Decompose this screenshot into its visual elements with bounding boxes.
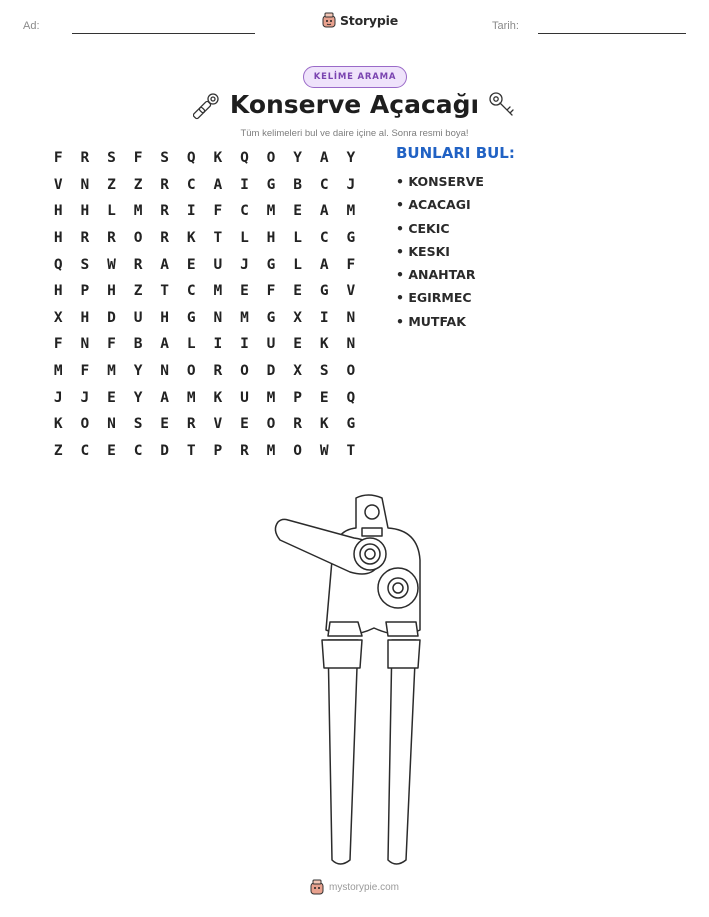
grid-cell[interactable]: R [240, 442, 249, 459]
grid-cell[interactable]: Q [240, 150, 249, 167]
grid-cell[interactable]: E [319, 389, 329, 406]
logo-text: Storypie [340, 12, 398, 28]
grid-cell[interactable]: E [160, 416, 170, 433]
grid-cell[interactable]: W [107, 256, 116, 273]
grid-cell[interactable]: E [293, 203, 302, 220]
grid-cell[interactable]: K [319, 336, 329, 353]
grid-cell[interactable]: L [293, 230, 302, 247]
grid-cell[interactable]: P [293, 389, 302, 406]
grid-cell[interactable]: M [186, 389, 196, 406]
grid-cell[interactable]: E [293, 336, 302, 353]
word-search-grid [45, 145, 364, 464]
grid-cell[interactable]: T [346, 442, 356, 459]
grid-cell[interactable]: K [213, 150, 223, 167]
grid-cell[interactable]: V [213, 416, 223, 433]
grid-cell[interactable]: R [213, 363, 223, 380]
page-title: Konserve Açacağı [229, 90, 480, 119]
grid-cell[interactable]: S [319, 363, 329, 380]
grid-cell[interactable]: Y [293, 150, 302, 167]
grid-cell[interactable]: N [80, 336, 90, 353]
grid-cell[interactable]: B [293, 176, 302, 193]
grid-cell[interactable]: O [133, 230, 143, 247]
grid-cell[interactable]: H [53, 283, 63, 300]
grid-cell[interactable]: Y [346, 150, 356, 167]
grid-cell[interactable]: I [240, 176, 249, 193]
grid-cell[interactable]: F [80, 363, 90, 380]
can-opener-illustration[interactable] [270, 490, 440, 870]
category-badge: KELİME ARAMA [303, 66, 407, 88]
grid-cell[interactable]: V [346, 283, 356, 300]
grid-cell[interactable]: M [266, 442, 276, 459]
grid-cell[interactable]: E [240, 416, 249, 433]
grid-cell[interactable]: O [266, 150, 276, 167]
instructions: Tüm kelimeleri bul ve daire içine al. Sonra resmi boya! [240, 128, 469, 139]
grid-cell[interactable]: Y [133, 363, 143, 380]
grid-cell[interactable]: J [53, 389, 63, 406]
grid-cell[interactable]: C [319, 176, 329, 193]
grid-cell[interactable]: R [160, 176, 170, 193]
grid-cell[interactable]: H [53, 203, 63, 220]
grid-cell[interactable]: H [80, 203, 90, 220]
grid-cell[interactable]: L [107, 203, 116, 220]
grid-cell[interactable]: M [266, 389, 276, 406]
grid-cell[interactable]: H [80, 309, 90, 326]
word-item: • ANAHTAR [396, 267, 476, 283]
grid-cell[interactable]: A [160, 336, 170, 353]
grid-cell[interactable]: A [319, 150, 329, 167]
grid-cell[interactable]: A [319, 203, 329, 220]
grid-cell[interactable]: A [160, 389, 170, 406]
storypie-logo-icon [322, 12, 336, 28]
footer-url[interactable]: mystorypie.com [328, 881, 399, 893]
storypie-logo [322, 12, 398, 28]
grid-cell[interactable]: R [160, 230, 170, 247]
footer [0, 879, 709, 895]
grid-cell[interactable]: G [346, 230, 356, 247]
grid-cell[interactable]: N [107, 416, 116, 433]
grid-cell[interactable]: F [107, 336, 116, 353]
grid-cell[interactable]: J [240, 256, 249, 273]
grid-cell[interactable]: D [160, 442, 170, 459]
grid-cell[interactable]: E [293, 283, 302, 300]
grid-cell[interactable]: A [319, 256, 329, 273]
grid-cell[interactable]: J [346, 176, 356, 193]
grid-cell[interactable]: Q [53, 256, 63, 273]
grid-cell[interactable]: K [319, 416, 329, 433]
grid-cell[interactable]: M [266, 203, 276, 220]
grid-cell[interactable]: N [346, 309, 356, 326]
grid-cell[interactable]: O [186, 363, 196, 380]
grid-cell[interactable]: I [186, 203, 196, 220]
grid-cell[interactable]: N [213, 309, 223, 326]
grid-cell[interactable]: X [293, 309, 302, 326]
grid-cell[interactable]: B [133, 336, 143, 353]
grid-cell[interactable]: E [186, 256, 196, 273]
grid-cell[interactable]: T [160, 283, 170, 300]
grid-cell[interactable]: L [186, 336, 196, 353]
grid-cell[interactable]: N [80, 176, 90, 193]
grid-cell[interactable]: E [107, 389, 116, 406]
grid-cell[interactable]: O [293, 442, 302, 459]
grid-cell[interactable]: G [319, 283, 329, 300]
grid-cell[interactable]: H [160, 309, 170, 326]
grid-cell[interactable]: R [80, 230, 90, 247]
grid-cell[interactable]: C [80, 442, 90, 459]
grid-cell[interactable]: O [266, 416, 276, 433]
name-line[interactable] [72, 33, 255, 34]
word-list-title: BUNLARI BUL: [396, 144, 515, 162]
grid-cell[interactable]: I [213, 336, 223, 353]
grid-cell[interactable]: M [240, 309, 249, 326]
grid-cell[interactable]: I [319, 309, 329, 326]
grid-cell[interactable]: M [53, 363, 63, 380]
grid-cell[interactable]: P [213, 442, 223, 459]
grid-cell[interactable]: Z [133, 176, 143, 193]
grid-cell[interactable]: R [133, 256, 143, 273]
grid-cell[interactable]: D [266, 363, 276, 380]
grid-cell[interactable]: H [107, 283, 116, 300]
grid-cell[interactable]: C [240, 203, 249, 220]
grid-cell[interactable]: M [133, 203, 143, 220]
grid-cell[interactable]: C [319, 230, 329, 247]
grid-cell[interactable]: E [107, 442, 116, 459]
word-item: • ACACAGI [396, 197, 471, 213]
grid-cell[interactable]: G [266, 309, 276, 326]
grid-cell[interactable]: N [160, 363, 170, 380]
grid-cell[interactable]: Y [133, 389, 143, 406]
grid-cell[interactable]: R [107, 230, 116, 247]
grid-cell[interactable]: M [107, 363, 116, 380]
grid-cell[interactable]: T [186, 442, 196, 459]
grid-cell[interactable]: R [80, 150, 90, 167]
grid-cell[interactable]: U [133, 309, 143, 326]
grid-cell[interactable]: W [319, 442, 329, 459]
grid-cell[interactable]: R [186, 416, 196, 433]
grid-cell[interactable]: F [346, 256, 356, 273]
grid-cell[interactable]: P [80, 283, 90, 300]
grid-cell[interactable]: K [186, 230, 196, 247]
grid-cell[interactable]: S [133, 416, 143, 433]
grid-cell[interactable]: O [240, 363, 249, 380]
grid-cell[interactable]: D [107, 309, 116, 326]
grid-cell[interactable]: X [53, 309, 63, 326]
word-item: • EGIRMEC [396, 290, 472, 306]
grid-cell[interactable]: H [266, 230, 276, 247]
grid-cell[interactable]: G [186, 309, 196, 326]
grid-cell[interactable]: O [346, 363, 356, 380]
grid-cell[interactable]: F [213, 203, 223, 220]
grid-cell[interactable]: F [53, 336, 63, 353]
grid-cell[interactable]: X [293, 363, 302, 380]
grid-cell[interactable]: R [160, 203, 170, 220]
grid-cell[interactable]: C [133, 442, 143, 459]
grid-cell[interactable]: F [53, 150, 63, 167]
grid-cell[interactable]: H [53, 230, 63, 247]
grid-cell[interactable]: T [213, 230, 223, 247]
grid-cell[interactable]: Z [53, 442, 63, 459]
word-item: • CEKIC [396, 220, 450, 236]
date-label: Tarih: [492, 20, 519, 32]
grid-cell[interactable]: A [213, 176, 223, 193]
grid-cell[interactable]: S [160, 150, 170, 167]
grid-cell[interactable]: J [80, 389, 90, 406]
key-icon [487, 90, 517, 120]
word-item: • KESKI [396, 243, 450, 259]
storypie-logo-icon [310, 879, 324, 895]
grid-cell[interactable]: I [240, 336, 249, 353]
grid-cell[interactable]: S [107, 150, 116, 167]
grid-cell[interactable]: K [53, 416, 63, 433]
grid-cell[interactable]: G [346, 416, 356, 433]
grid-cell[interactable]: Q [186, 150, 196, 167]
word-item: • KONSERVE [396, 174, 484, 189]
grid-cell[interactable]: G [266, 176, 276, 193]
grid-cell[interactable]: N [346, 336, 356, 353]
date-line[interactable] [538, 33, 686, 34]
grid-cell[interactable]: L [293, 256, 302, 273]
grid-cell[interactable]: R [293, 416, 302, 433]
grid-cell[interactable]: G [266, 256, 276, 273]
name-label: Ad: [23, 20, 40, 32]
word-item: • MUTFAK [396, 313, 466, 329]
grid-cell[interactable]: K [213, 389, 223, 406]
grid-cell[interactable]: U [266, 336, 276, 353]
grid-cell[interactable]: U [240, 389, 249, 406]
grid-cell[interactable]: A [160, 256, 170, 273]
word-list [396, 170, 484, 333]
grid-cell[interactable]: Z [107, 176, 116, 193]
grid-cell[interactable]: M [346, 203, 356, 220]
grid-cell[interactable]: C [186, 283, 196, 300]
grid-cell[interactable]: F [266, 283, 276, 300]
grid-cell[interactable]: E [240, 283, 249, 300]
grid-cell[interactable]: V [53, 176, 63, 193]
grid-cell[interactable]: S [80, 256, 90, 273]
grid-cell[interactable]: O [80, 416, 90, 433]
grid-cell[interactable]: C [186, 176, 196, 193]
grid-cell[interactable]: F [133, 150, 143, 167]
grid-cell[interactable]: Z [133, 283, 143, 300]
grid-cell[interactable]: Q [346, 389, 356, 406]
grid-cell[interactable]: L [240, 230, 249, 247]
grid-cell[interactable]: M [213, 283, 223, 300]
grid-cell[interactable]: U [213, 256, 223, 273]
